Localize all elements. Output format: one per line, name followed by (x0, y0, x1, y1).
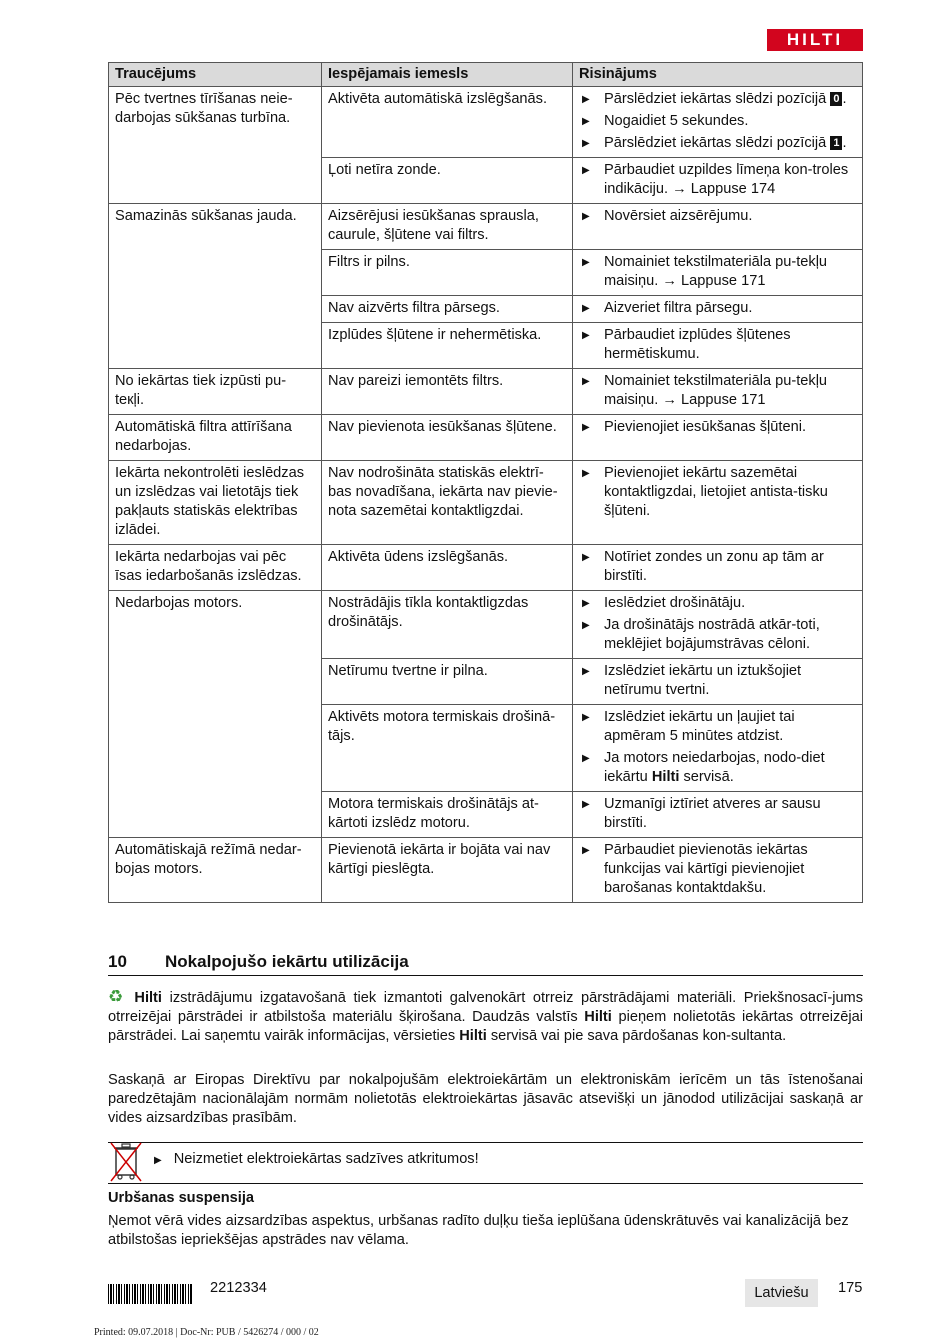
bullet-triangle-icon: ▶ (582, 257, 590, 268)
table-row (109, 369, 863, 415)
cause-cell: Pievienotā iekārta ir bojāta vai nav kārtīgi pieslēgta. (322, 838, 573, 903)
solution-cell (573, 87, 863, 158)
paragraph-text: izstrādājumu izgatavošanā tiek izmantoti galvenokārt otrreiz pārstrādājami materiāli. Priekšnosacī-jums otrreizējai pārstrādei ir atbilstoša materiālu šķirošana. Daudzās valstīs (108, 990, 864, 1025)
cause-cell: Aktivēta automātiskā izslēgšanās. (322, 87, 573, 158)
solution-text: Izslēdziet iekārtu un iztukšojiet netīrumu tvertni. (604, 663, 802, 698)
solution-text: Pārslēdziet iekārtas slēdzi pozīcijā (604, 135, 831, 151)
solution-text: Pārslēdziet iekārtas slēdzi pozīcijā (604, 91, 831, 107)
section-heading (108, 952, 863, 976)
directive-paragraph: Saskaņā ar Eiropas Direktīvu par nokalpojušām elektroiekārtām un elektroniskām ierīcēm un tās īstenošanai paredzētajām nacionālajām normām nolietotās elektroiekārtas jāsavāc atsevišķi un jānodod utilizācijai saskaņā ar vides aizsardzības prasībām. (108, 1072, 863, 1126)
solution-item (579, 299, 856, 318)
drilling-paragraph: Ņemot vērā vides aizsardzības aspektus, urbšanas radīto duļķu tieša ieplūšana ūdenskrātuvēs vai kanalizācijā bez atbilstošas iepriekšējas apstrādes nav vēlama. (108, 1213, 849, 1248)
bullet-triangle-icon: ▶ (582, 211, 590, 222)
solution-list (579, 548, 856, 586)
bullet-triangle-icon: ▶ (582, 330, 590, 341)
bullet-triangle-icon: ▶ (582, 598, 590, 609)
recycle-icon: ♻ (108, 987, 127, 1006)
solution-text: Notīriet zondes un zonu ap tām ar birstīti. (604, 549, 824, 584)
section-number: 10 (108, 952, 127, 971)
recycling-paragraph (108, 987, 863, 1046)
solution-item (579, 372, 856, 410)
table-row (109, 461, 863, 545)
solution-cell (573, 705, 863, 792)
solution-list (579, 708, 856, 787)
column-header-cause: Iespējamais iemesls (322, 63, 573, 87)
subsection-title: Urbšanas suspensija (108, 1190, 255, 1206)
bullet-triangle-icon: ▶ (582, 666, 590, 677)
solution-item (579, 708, 856, 746)
solution-cell (573, 323, 863, 369)
fault-cell: Iekārta nekontrolēti ieslēdzas un izslēdzas vai lietotājs tiek pakļauts statiskās elektrības izlādei. (109, 461, 322, 545)
cause-cell: Aktivēts motora termiskais drošinā-tājs. (322, 705, 573, 792)
cause-cell: Nav pareizi iemontēts filtrs. (322, 369, 573, 415)
solution-list (579, 207, 856, 226)
solution-text: Pievienojiet iekārtu sazemētai kontaktligzdai, lietojiet antista-tisku šļūteni. (604, 465, 828, 519)
bullet-triangle-icon: ▶ (582, 552, 590, 563)
solution-cell (573, 296, 863, 323)
fault-cell: Iekārta nedarbojas vai pēc īsas iedarbošanās izslēdzas. (109, 545, 322, 591)
fault-cell: Pēc tvertnes tīrīšanas neie- darbojas sūkšanas turbīna. (109, 87, 322, 204)
cause-cell: Aktivēta ūdens izslēgšanās. (322, 545, 573, 591)
solution-cell (573, 369, 863, 415)
cause-cell: Filtrs ir pilns. (322, 250, 573, 296)
document-code: 2212334 (210, 1280, 267, 1296)
cause-cell: Nav pievienota iesūkšanas šļūtene. (322, 415, 573, 461)
bullet-triangle-icon: ▶ (582, 468, 590, 479)
hilti-logo: HILTI (767, 29, 863, 51)
solution-list (579, 418, 856, 437)
table-row (109, 204, 863, 250)
brand-name: Hilti (459, 1028, 487, 1044)
bullet-triangle-icon: ▶ (582, 712, 590, 723)
solution-text: Izslēdziet iekārtu un ļaujiet tai apmēram 5 minūtes atdzist. (604, 709, 795, 744)
cause-cell: Motora termiskais drošinātājs at-kārtoti izslēdz motoru. (322, 792, 573, 838)
brand-name: Hilti (651, 769, 680, 785)
solution-cell (573, 158, 863, 204)
bullet-triangle-icon: ▶ (582, 753, 590, 764)
fault-cell: Nedarbojas motors. (109, 591, 322, 838)
fault-cell: Automātiskā filtra attīrīšana nedarbojas. (109, 415, 322, 461)
table-row (109, 591, 863, 659)
solution-list (579, 326, 856, 364)
solution-list (579, 253, 856, 291)
cause-cell: Nostrādājis tīkla kontaktligzdas drošinātājs. (322, 591, 573, 659)
section-title: Nokalpojušo iekārtu utilizācija (165, 952, 409, 971)
solution-text: . (842, 135, 847, 151)
solution-item (579, 662, 856, 700)
solution-list (579, 795, 856, 833)
bullet-triangle-icon: ▶ (582, 799, 590, 810)
warning-label: Neizmetiet elektroiekārtas sadzīves atkritumos! (173, 1151, 479, 1167)
solution-text: Ieslēdziet drošinātāju. (604, 595, 746, 611)
solution-text: Pārbaudiet pievienotās iekārtas funkcijas vai kārtīgi pievienojiet barošanas kontaktdakšu. (604, 842, 808, 896)
fault-cell: Automātiskajā režīmā nedar-bojas motors. (109, 838, 322, 903)
solution-list (579, 464, 856, 521)
bullet-triangle-icon: ▶ (582, 376, 590, 387)
solution-text: . (842, 91, 847, 107)
cause-cell: Izplūdes šļūtene ir nehermētiska. (322, 323, 573, 369)
bullet-triangle-icon: ▶ (582, 422, 590, 433)
cause-cell: Aizsērējusi iesūkšanas sprausla, caurule, šļūtene vai filtrs. (322, 204, 573, 250)
page-number: 175 (838, 1280, 863, 1296)
solution-list (579, 90, 856, 153)
bullet-triangle-icon: ▶ (582, 116, 590, 127)
solution-list (579, 594, 856, 654)
brand-name: Hilti (134, 990, 162, 1006)
solution-text: servisā. (679, 769, 734, 785)
crossed-bin-icon (108, 1139, 144, 1185)
solution-cell (573, 250, 863, 296)
solution-item (579, 112, 856, 131)
table-row (109, 415, 863, 461)
table-row (109, 545, 863, 591)
table-row (109, 87, 863, 158)
solution-item (579, 841, 856, 898)
print-info: Printed: 09.07.2018 | Doc-Nr: PUB / 5426274 / 000 / 02 (94, 1327, 319, 1338)
solution-text: Nogaidiet 5 sekundes. (604, 113, 749, 129)
solution-cell (573, 838, 863, 903)
solution-item (579, 161, 856, 199)
solution-text: Pārbaudiet izplūdes šļūtenes hermētiskumu. (604, 327, 791, 362)
solution-item (579, 749, 856, 787)
warning-text (154, 1151, 479, 1167)
column-header-fault: Traucējums (109, 63, 322, 87)
solution-cell (573, 461, 863, 545)
switch-position-icon: 1 (830, 136, 842, 150)
bullet-triangle-icon: ▶ (582, 303, 590, 314)
solution-item (579, 616, 856, 654)
solution-cell (573, 415, 863, 461)
solution-cell (573, 545, 863, 591)
solution-item (579, 548, 856, 586)
table-header-row (109, 63, 863, 87)
solution-item (579, 90, 856, 109)
solution-text: Nomainiet tekstilmateriāla pu-tekļu maisiņu. → Lappuse 171 (604, 373, 828, 408)
cause-cell: Nav aizvērts filtra pārsegs. (322, 296, 573, 323)
table-row (109, 838, 863, 903)
paragraph-text: pieņem nolietotās iekārtas otrreizējai pārstrādei. Lai saņemtu vairāk informācijas, vērsieties (108, 1009, 863, 1044)
solution-cell (573, 204, 863, 250)
bullet-triangle-icon: ▶ (582, 620, 590, 631)
solution-item (579, 134, 856, 153)
solution-item (579, 594, 856, 613)
column-header-solution: Risinājums (573, 63, 863, 87)
solution-item (579, 464, 856, 521)
solution-list (579, 299, 856, 318)
solution-text: Uzmanīgi iztīriet atveres ar sausu birstīti. (604, 796, 821, 831)
cause-cell: Nav nodrošināta statiskās elektrī-bas novadīšana, iekārta nav pievie-nota sazemētai kontaktligzdai. (322, 461, 573, 545)
bullet-triangle-icon: ▶ (582, 845, 590, 856)
solution-text: Nomainiet tekstilmateriāla pu-tekļu maisiņu. → Lappuse 171 (604, 254, 828, 289)
solution-list (579, 161, 856, 199)
cause-cell: Ļoti netīra zonde. (322, 158, 573, 204)
language-label: Latviešu (745, 1279, 818, 1307)
solution-item (579, 207, 856, 226)
solution-cell (573, 792, 863, 838)
paragraph-text: servisā vai pie sava pārdošanas kon-sultanta. (486, 1028, 787, 1044)
solution-cell (573, 659, 863, 705)
cause-cell: Netīrumu tvertne ir pilna. (322, 659, 573, 705)
barcode (108, 1284, 192, 1304)
solution-text: Novērsiet aizsērējumu. (604, 208, 753, 224)
bullet-triangle-icon: ▶ (582, 165, 590, 176)
troubleshooting-table (108, 62, 863, 903)
solution-item (579, 795, 856, 833)
solution-cell (573, 591, 863, 659)
bullet-triangle-icon: ▶ (154, 1155, 162, 1166)
fault-cell: No iekārtas tiek izpūsti pu- teкļi. (109, 369, 322, 415)
solution-text: Pievienojiet iesūkšanas šļūteni. (604, 419, 806, 435)
brand-name: Hilti (584, 1009, 612, 1025)
solution-item (579, 253, 856, 291)
solution-text: Aizveriet filtra pārsegu. (604, 300, 753, 316)
solution-text: Ja drošinātājs nostrādā atkār-toti, meklējiet bojājumstrāvas cēloni. (604, 617, 820, 652)
solution-list (579, 372, 856, 410)
switch-position-icon: 0 (830, 92, 842, 106)
solution-list (579, 662, 856, 700)
solution-text: Pārbaudiet uzpildes līmeņa kon-troles indikāciju. → Lappuse 174 (604, 162, 849, 197)
solution-text: Ja motors neiedarbojas, nodo-diet iekārtu (604, 750, 825, 785)
disposal-warning (108, 1142, 863, 1184)
solution-item (579, 418, 856, 437)
bullet-triangle-icon: ▶ (582, 94, 590, 105)
solution-item (579, 326, 856, 364)
bullet-triangle-icon: ▶ (582, 138, 590, 149)
fault-cell: Samazinās sūkšanas jauda. (109, 204, 322, 369)
solution-list (579, 841, 856, 898)
